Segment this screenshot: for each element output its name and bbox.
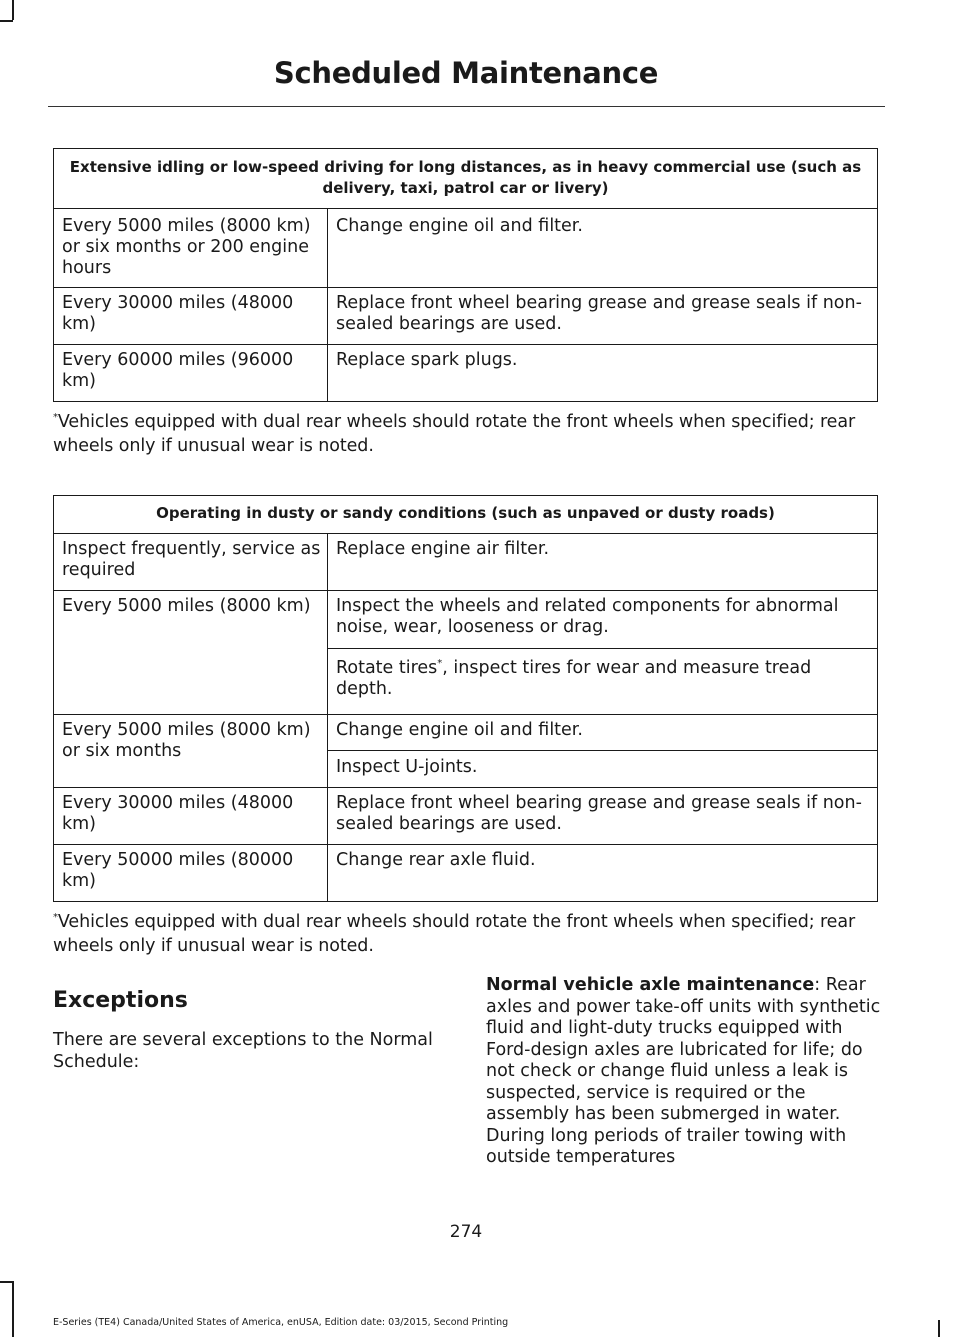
interval-cell: Every 5000 miles (8000 km) or six months bbox=[54, 715, 328, 788]
action-cell: Change engine oil and filter. bbox=[328, 209, 878, 288]
exceptions-intro: There are several exceptions to the Normal Schedule: bbox=[53, 1030, 433, 1072]
action-cell: Replace front wheel bearing grease and grease seals if non-sealed bearings are used. bbox=[328, 288, 878, 345]
footnote-marker: * bbox=[53, 412, 58, 424]
action-cell: Inspect the wheels and related components for abnormal noise, wear, looseness or drag. bbox=[328, 591, 878, 649]
footnote bbox=[53, 910, 883, 958]
table-row bbox=[54, 591, 878, 649]
crop-mark bbox=[938, 1320, 940, 1337]
interval-cell: Every 5000 miles (8000 km) or six months or 200 engine hours bbox=[54, 209, 328, 288]
interval-cell: Every 30000 miles (48000 km) bbox=[54, 788, 328, 845]
action-cell: Replace engine air filter. bbox=[328, 534, 878, 591]
footnote-text: Vehicles equipped with dual rear wheels should rotate the front wheels when specified; rear wheels only if unusual wear is noted. bbox=[53, 412, 856, 456]
table-header-row bbox=[54, 496, 878, 534]
crop-mark bbox=[0, 20, 13, 22]
table-row bbox=[54, 288, 878, 345]
action-cell: Inspect U-joints. bbox=[328, 751, 878, 788]
rotate-tires-text: Rotate tires bbox=[336, 658, 438, 678]
table-row bbox=[54, 715, 878, 751]
interval-cell: Every 5000 miles (8000 km) bbox=[54, 591, 328, 715]
table-row bbox=[54, 345, 878, 402]
footnote-marker: * bbox=[53, 912, 58, 924]
axle-maintenance-text: : Rear axles and power take-off units with synthetic fluid and light-duty trucks equipped with Ford-design axles are lubricated for life; do not check or change fluid unless a leak is suspected, service is required or the assembly has been submerged in water. During long periods of trailer towing with outside temperatures bbox=[486, 975, 881, 1167]
footnote-text: Vehicles equipped with dual rear wheels should rotate the front wheels when specified; rear wheels only if unusual wear is noted. bbox=[53, 912, 856, 956]
rotate-tires-suffix: , inspect tires for wear and measure tread depth. bbox=[336, 658, 812, 699]
maintenance-table-dusty bbox=[53, 495, 878, 902]
table-heading: Extensive idling or low-speed driving for long distances, as in heavy commercial use (such as delivery, taxi, patrol car or livery) bbox=[54, 149, 878, 209]
axle-maintenance-paragraph bbox=[486, 975, 884, 1169]
table-row bbox=[54, 788, 878, 845]
table-heading: Operating in dusty or sandy conditions (such as unpaved or dusty roads) bbox=[54, 496, 878, 534]
footnote-marker: * bbox=[437, 658, 443, 670]
interval-cell: Every 60000 miles (96000 km) bbox=[54, 345, 328, 402]
table-header-row bbox=[54, 149, 878, 209]
section-heading-exceptions: Exceptions bbox=[53, 988, 188, 1013]
crop-mark bbox=[12, 1281, 14, 1337]
action-cell: Replace spark plugs. bbox=[328, 345, 878, 402]
action-cell: Change rear axle fluid. bbox=[328, 845, 878, 902]
interval-cell: Every 50000 miles (80000 km) bbox=[54, 845, 328, 902]
action-cell bbox=[328, 649, 878, 715]
title-divider bbox=[48, 106, 885, 107]
page-title: Scheduled Maintenance bbox=[273, 56, 659, 90]
action-cell: Replace front wheel bearing grease and grease seals if non-sealed bearings are used. bbox=[328, 788, 878, 845]
table-row bbox=[54, 534, 878, 591]
edition-footer: E-Series (TE4) Canada/United States of America, enUSA, Edition date: 03/2015, Second Printing bbox=[53, 1317, 509, 1328]
crop-mark bbox=[12, 0, 14, 20]
page-number: 274 bbox=[449, 1222, 483, 1242]
interval-cell: Every 30000 miles (48000 km) bbox=[54, 288, 328, 345]
maintenance-table-heavy-use bbox=[53, 148, 878, 402]
interval-cell: Inspect frequently, service as required bbox=[54, 534, 328, 591]
crop-mark bbox=[0, 1281, 13, 1283]
axle-maintenance-heading: Normal vehicle axle maintenance bbox=[486, 975, 815, 995]
action-cell: Change engine oil and filter. bbox=[328, 715, 878, 751]
table-row bbox=[54, 845, 878, 902]
footnote bbox=[53, 410, 883, 458]
table-row bbox=[54, 209, 878, 288]
